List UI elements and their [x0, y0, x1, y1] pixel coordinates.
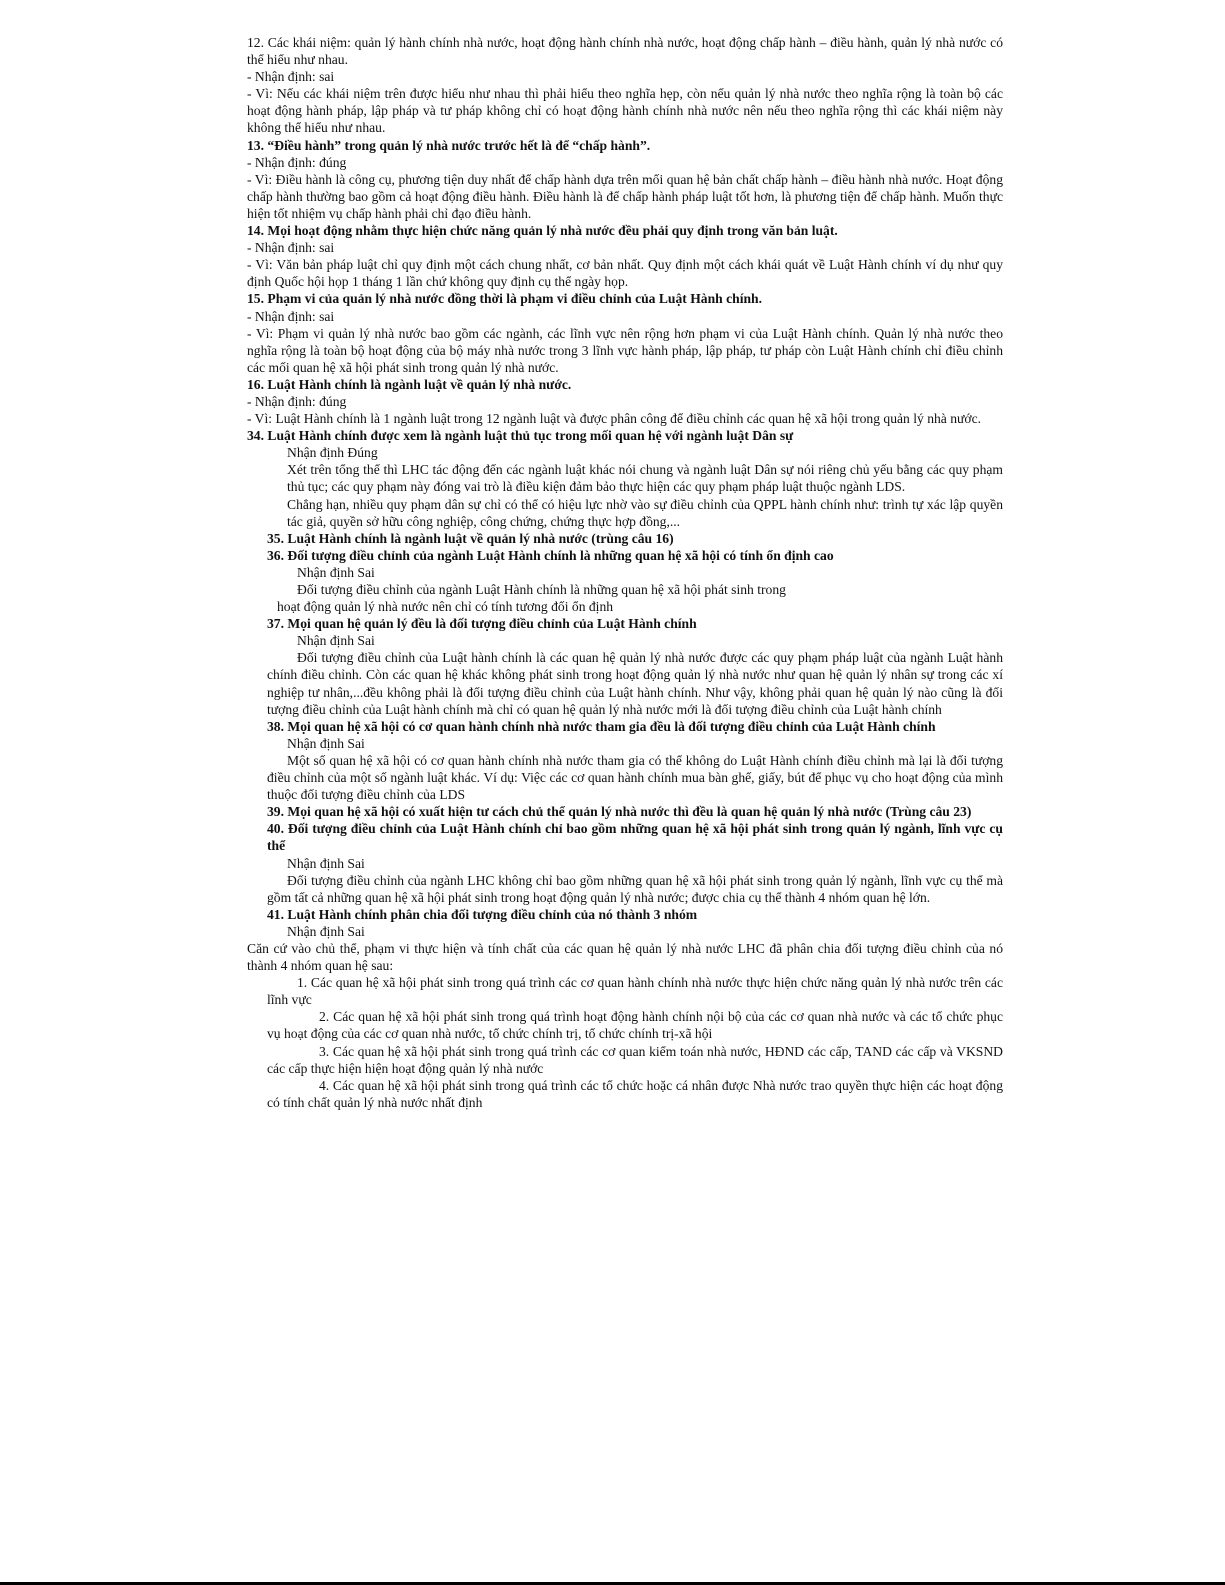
body-paragraph: Đối tượng điều chỉnh của ngành LHC không chỉ bao gồm những quan hệ xã hội phát sinh trong quản lý ngành, lĩnh vực cụ thể mà gồm tất cả những quan hệ xã hội phát sinh trong hoạt động quản lý nhà nước; được chia cụ thể thành 4 nhóm quan hệ lớn. [267, 872, 1003, 905]
question-heading: 35. Luật Hành chính là ngành luật về quản lý nhà nước (trùng câu 16) [267, 530, 674, 546]
body-paragraph: Đối tượng điều chỉnh của ngành Luật Hành chính là những quan hệ xã hội phát sinh trong [297, 582, 786, 597]
body-paragraph: Một số quan hệ xã hội có cơ quan hành chính nhà nước tham gia có thể không do Luật Hành chính điều chỉnh mà lại là đối tượng điều chỉnh của một số ngành luật khác. Ví dụ: Việc các cơ quan hành chính mua bàn ghế, giấy, bút để phục vụ cho hoạt động của mình thuộc đối tượng điều chỉnh của LDS [267, 752, 1003, 803]
body-paragraph: - Vì: Luật Hành chính là 1 ngành luật trong 12 ngành luật và được phân công để điều chỉnh các quan hệ xã hội trong quản lý nhà nước. [247, 411, 982, 427]
question-heading: 39. Mọi quan hệ xã hội có xuất hiện tư cách chủ thể quản lý nhà nước thì đều là quan hệ quản lý nhà nước (Trùng câu 23) [267, 804, 972, 820]
body-paragraph: - Vì: Điều hành là công cụ, phương tiện duy nhất để chấp hành dựa trên mối quan hệ bản chất chấp hành – điều hành nhà nước. Hoạt động chấp hành thường bao gồm cả hoạt động điều hành. Điều hành là để chấp hành pháp luật tốt hơn, là phương tiện để chấp hành. Muốn thực hiện tốt nhiệm vụ chấp hành phải chỉ đạo điều hành. [247, 171, 1003, 221]
body-paragraph: - Nhận định: sai [247, 240, 335, 256]
body-paragraph: Nhận định Đúng [287, 445, 378, 461]
question-heading: 41. Luật Hành chính phân chia đối tượng điều chỉnh của nó thành 3 nhóm [267, 906, 698, 922]
body-paragraph: 12. Các khái niệm: quản lý hành chính nhà nước, hoạt động hành chính nhà nước, hoạt động chấp hành – điều hành, quản lý nhà nước có thể hiểu như nhau. [247, 35, 1003, 68]
question-heading: 37. Mọi quan hệ quản lý đều là đối tượng điều chỉnh của Luật Hành chính [267, 616, 697, 632]
question-heading: 34. Luật Hành chính được xem là ngành luật thủ tục trong mối quan hệ với ngành luật Dân sự [247, 428, 794, 444]
question-heading: 40. Đối tượng điều chỉnh của Luật Hành chính chỉ bao gồm những quan hệ xã hội phát sinh trong quản lý ngành, lĩnh vực cụ thể [267, 821, 1003, 854]
body-paragraph: - Vì: Nếu các khái niệm trên được hiểu như nhau thì phải hiểu theo nghĩa hẹp, còn nếu quản lý nhà nước theo nghĩa rộng là toàn bộ các hoạt động hành pháp, lập pháp và tư pháp không chỉ có hoạt động hành chính nhà nước nên nếu theo nghĩa rộng thì các khái niệm này không thể hiểu như nhau. [247, 86, 1003, 136]
body-paragraph: Nhận định Sai [287, 735, 365, 751]
body-paragraph: - Nhận định: sai [247, 69, 335, 85]
body-paragraph: - Vì: Phạm vi quản lý nhà nước bao gồm các ngành, các lĩnh vực nên rộng hơn phạm vi của Luật Hành chính. Quản lý nhà nước theo nghĩa rộng là toàn bộ hoạt động của bộ máy nhà nước trong 3 lĩnh vực hành pháp, lập pháp, tư pháp còn Luật Hành chính chỉ điều chỉnh các mối quan hệ xã hội phát sinh trong quản lý nhà nước. [247, 325, 1003, 375]
body-paragraph: 2. Các quan hệ xã hội phát sinh trong quá trình hoạt động hành chính nội bộ của các cơ quan nhà nước và các tổ chức phục vụ hoạt động của các cơ quan nhà nước, tổ chức chính trị, tổ chức chính trị-xã hội [267, 1009, 1003, 1042]
body-paragraph: - Nhận định: đúng [247, 393, 347, 409]
body-paragraph: Nhận định Sai [297, 564, 375, 580]
body-paragraph: 1. Các quan hệ xã hội phát sinh trong quá trình các cơ quan hành chính nhà nước thực hiện chức năng quản lý nhà nước trên các lĩnh vực [267, 975, 1003, 1008]
body-paragraph: Nhận định Sai [287, 923, 365, 939]
body-paragraph: Nhận định Sai [287, 855, 365, 871]
body-paragraph: Chẳng hạn, nhiều quy phạm dân sự chỉ có thể có hiệu lực nhờ vào sự điều chỉnh của QPPL hành chính như: trình tự xác lập quyền tác giả, quyền sở hữu công nghiệp, công chứng, chứng thực hợp đồng,... [287, 496, 1003, 529]
body-paragraph: 4. Các quan hệ xã hội phát sinh trong quá trình các tổ chức hoặc cá nhân được Nhà nước trao quyền thực hiện các hoạt động có tính chất quản lý nhà nước nhất định [267, 1077, 1003, 1110]
body-paragraph: hoạt động quản lý nhà nước nên chỉ có tính tương đối ổn định [277, 599, 614, 615]
body-paragraph: 3. Các quan hệ xã hội phát sinh trong quá trình các cơ quan kiểm toán nhà nước, HĐND các cấp, TAND các cấp và VKSND các cấp thực hiện hiện hoạt động quản lý nhà nước [267, 1043, 1003, 1076]
body-paragraph: Căn cứ vào chủ thể, phạm vi thực hiện và tính chất của các quan hệ quản lý nhà nước LHC đã phân chia đối tượng điều chỉnh của nó thành 4 nhóm quan hệ sau: [247, 940, 1003, 974]
body-paragraph: - Nhận định: sai [247, 308, 335, 324]
question-heading: 15. Phạm vi của quản lý nhà nước đồng thời là phạm vi điều chỉnh của Luật Hành chính. [247, 291, 762, 307]
question-heading: 14. Mọi hoạt động nhằm thực hiện chức năng quản lý nhà nước đều phải quy định trong văn bản luật. [247, 223, 838, 239]
question-heading: 16. Luật Hành chính là ngành luật về quản lý nhà nước. [247, 376, 572, 392]
body-paragraph: Xét trên tổng thể thì LHC tác động đến các ngành luật khác nói chung và ngành luật Dân sự nói riêng chủ yếu bằng các quy phạm thủ tục; các quy phạm này đóng vai trò là điều kiện đảm bảo thực hiện các quy phạm pháp luật thuộc ngành LDS. [287, 462, 1003, 495]
question-heading: 38. Mọi quan hệ xã hội có cơ quan hành chính nhà nước tham gia đều là đối tượng điều chỉnh của Luật Hành chính [267, 718, 936, 734]
question-heading: 13. “Điều hành” trong quản lý nhà nước trước hết là để “chấp hành”. [247, 137, 651, 153]
question-heading: 36. Đối tượng điều chỉnh của ngành Luật Hành chính là những quan hệ xã hội có tính ổn định cao [267, 547, 834, 563]
body-paragraph: Đối tượng điều chỉnh của Luật hành chính là các quan hệ quản lý nhà nước được các quy phạm pháp luật của ngành Luật hành chính điều chỉnh. Còn các quan hệ khác không phát sinh trong hoạt động quản lý nhà nước như quan hệ quản lý nhân sự trong các xí nghiệp tư nhân,...đều không phải là đối tượng điều chỉnh của Luật hành chính. Như vậy, không phải quan hệ quản lý nào cũng là đối tượng điều chỉnh của Luật hành chính mà chỉ có quan hệ quản lý nhà nước mới là đối tượng điều chỉnh của Luật hành chính [267, 650, 1003, 717]
body-paragraph: Nhận định Sai [297, 633, 375, 649]
body-paragraph: - Nhận định: đúng [247, 154, 347, 170]
body-paragraph: - Vì: Văn bản pháp luật chỉ quy định một cách chung nhất, cơ bản nhất. Quy định một cách khái quát về Luật Hành chính ví dụ như quy định Quốc hội họp 1 tháng 1 lần chứ không quy định cụ thể ngày họp. [247, 257, 1003, 290]
document-page [247, 34, 1003, 1111]
